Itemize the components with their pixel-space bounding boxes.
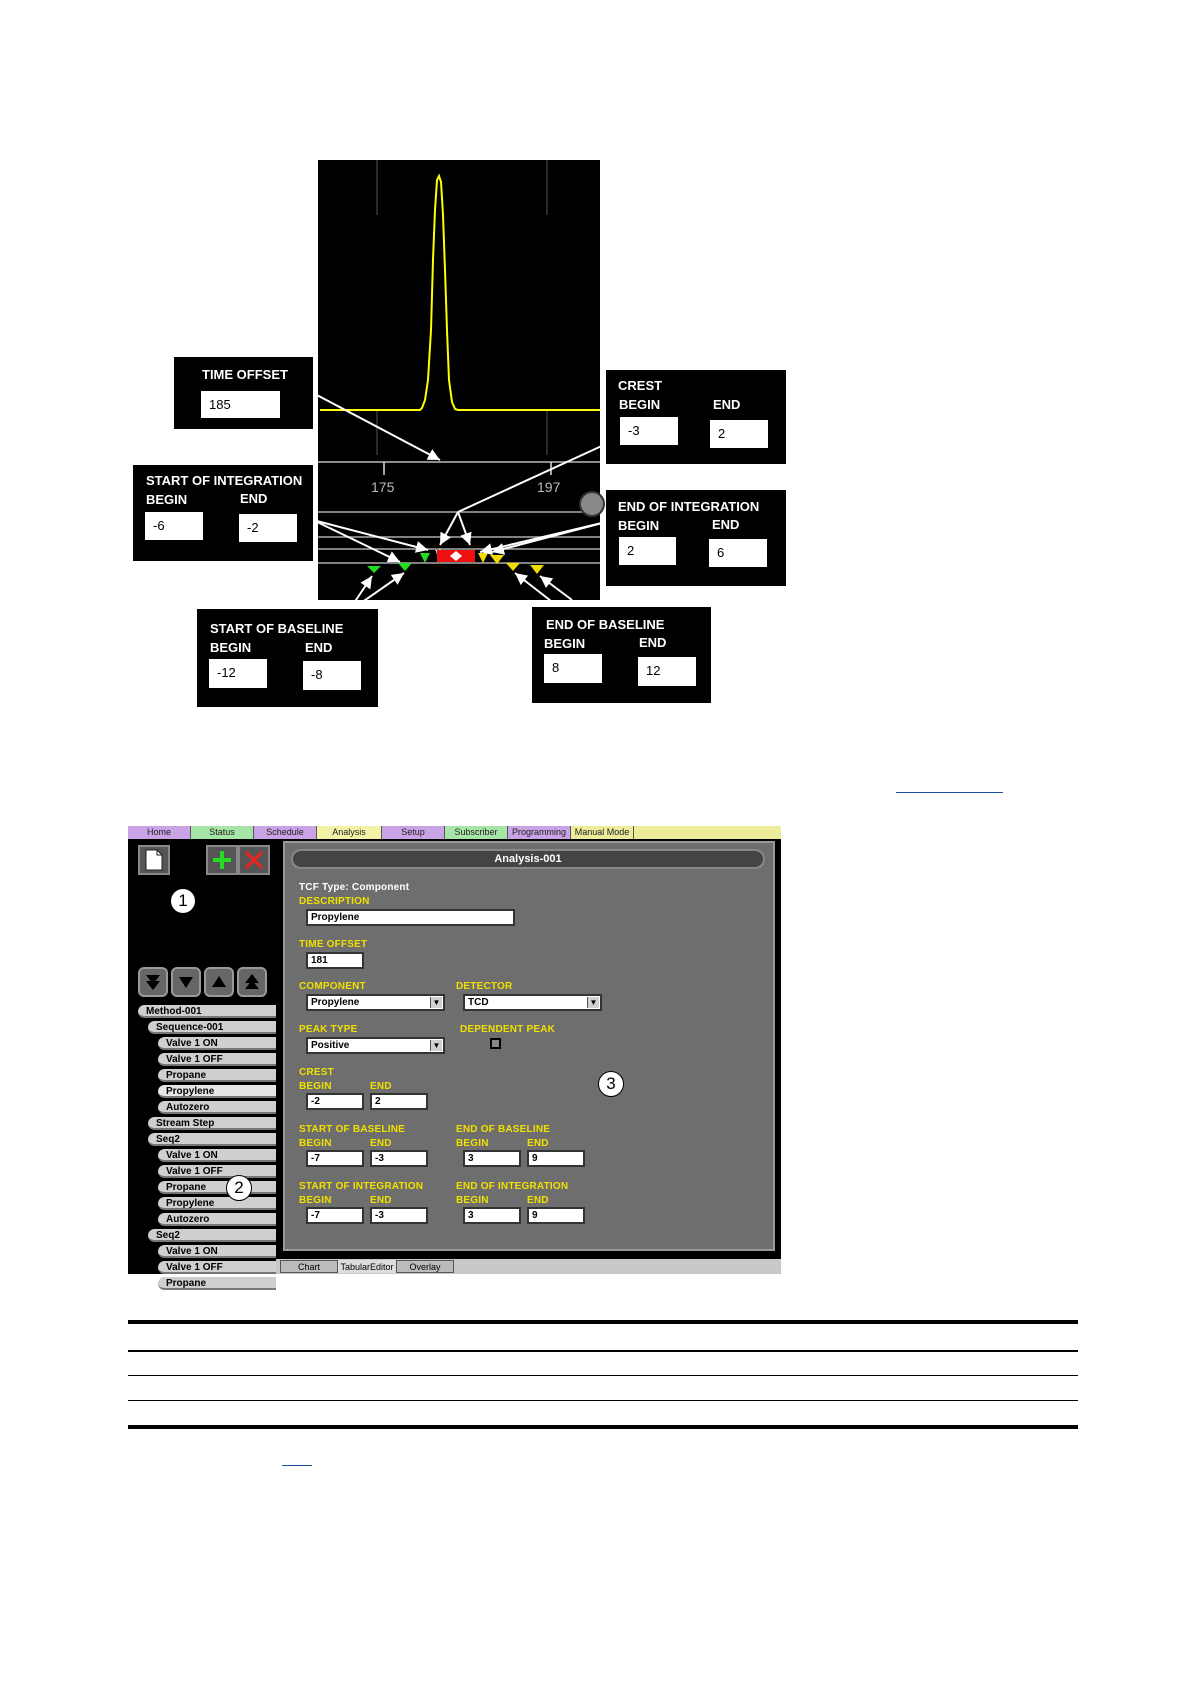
add-button[interactable] (206, 845, 238, 875)
tab-analysis[interactable]: Analysis (317, 826, 382, 839)
start-integration-label: START OF INTEGRATION (299, 1181, 424, 1192)
time-offset-value: 185 (201, 391, 280, 418)
crest-label: CREST (299, 1067, 334, 1078)
peak-type-dropdown[interactable] (306, 1037, 445, 1054)
end-integration-begin-label: BEGIN (456, 1195, 489, 1206)
tree-item-step[interactable]: Valve 1 ON (158, 1245, 276, 1258)
tree-item-step[interactable]: Propane (158, 1069, 276, 1082)
end-integration-begin-label: BEGIN (618, 518, 660, 533)
tab-schedule[interactable]: Schedule (254, 826, 317, 839)
end-integration-callout (606, 490, 786, 586)
scroll-back-icon[interactable] (580, 492, 604, 516)
tab-chart[interactable]: Chart (280, 1260, 338, 1273)
start-integration-begin-value: -6 (145, 512, 203, 540)
tab-setup[interactable]: Setup (382, 826, 445, 839)
peak-type-label: PEAK TYPE (299, 1024, 358, 1035)
end-baseline-begin-label: BEGIN (544, 636, 586, 651)
tcf-type-label: TCF Type: Component (299, 882, 410, 893)
tab-overlay[interactable]: Overlay (396, 1260, 454, 1273)
crest-end-label: END (713, 397, 741, 412)
double-chevron-up-icon (243, 973, 261, 991)
end-baseline-end-label: END (527, 1138, 549, 1149)
end-integration-begin-field[interactable]: 3 (463, 1207, 521, 1224)
axis-tick-label: 175 (371, 479, 395, 495)
tree-item-step[interactable]: Propane (158, 1277, 276, 1290)
crest-begin-label: BEGIN (299, 1081, 332, 1092)
end-baseline-begin-field[interactable]: 3 (463, 1150, 521, 1167)
tree-item-method[interactable]: Method-001 (138, 1005, 276, 1018)
move-to-top-button[interactable] (237, 967, 267, 997)
start-integration-end-field[interactable]: -3 (370, 1207, 428, 1224)
end-baseline-begin-label: BEGIN (456, 1138, 489, 1149)
component-dropdown[interactable] (306, 994, 445, 1011)
end-integration-begin-value: 2 (619, 537, 676, 565)
detector-dropdown[interactable] (463, 994, 602, 1011)
cross-reference-link[interactable] (896, 792, 1003, 793)
callout-badge-2: 2 (226, 1175, 252, 1201)
start-integration-begin-field[interactable]: -7 (306, 1207, 364, 1224)
dropdown-arrow-icon: ▼ (430, 997, 442, 1008)
table-header-rule (128, 1350, 1078, 1352)
peak-integration-diagram (0, 0, 1191, 710)
time-offset-callout (174, 357, 313, 429)
tab-programming[interactable]: Programming (508, 826, 571, 839)
start-integration-end-label: END (240, 491, 268, 506)
description-field[interactable]: Propylene (306, 909, 515, 926)
crest-end-label: END (370, 1081, 392, 1092)
tab-status[interactable]: Status (191, 826, 254, 839)
description-label: DESCRIPTION (299, 896, 370, 907)
start-integration-end-label: END (370, 1195, 392, 1206)
axis-tick-label: 197 (537, 479, 561, 495)
peak-type-value: Positive (311, 1040, 350, 1051)
end-integration-end-label: END (527, 1195, 549, 1206)
detector-label: DETECTOR (456, 981, 513, 992)
tree-item-step[interactable]: Valve 1 OFF (158, 1053, 276, 1066)
start-integration-callout (133, 465, 313, 561)
component-value: Propylene (311, 997, 360, 1008)
start-baseline-end-field[interactable]: -3 (370, 1150, 428, 1167)
callout-badge-3: 3 (598, 1071, 624, 1097)
start-baseline-begin-label: BEGIN (299, 1138, 332, 1149)
main-tab-bar (128, 826, 781, 839)
tree-item-step[interactable]: Autozero (158, 1101, 276, 1114)
dependent-peak-checkbox[interactable] (490, 1038, 501, 1049)
component-label: COMPONENT (299, 981, 366, 992)
crest-end-field[interactable]: 2 (370, 1093, 428, 1110)
tree-item-sequence[interactable]: Seq2 (148, 1229, 276, 1242)
crest-begin-label: BEGIN (619, 397, 661, 412)
end-baseline-end-field[interactable]: 9 (527, 1150, 585, 1167)
crest-begin-field[interactable]: -2 (306, 1093, 364, 1110)
end-baseline-title: END OF BASELINE (546, 617, 665, 632)
end-integration-title: END OF INTEGRATION (618, 499, 760, 514)
time-offset-label: TIME OFFSET (299, 939, 368, 950)
start-integration-begin-label: BEGIN (146, 492, 188, 507)
end-integration-end-field[interactable]: 9 (527, 1207, 585, 1224)
start-baseline-end-label: END (305, 640, 333, 655)
start-baseline-end-label: END (370, 1138, 392, 1149)
tab-tabular-editor[interactable]: TabularEditor (338, 1260, 396, 1273)
chevron-down-icon (177, 973, 195, 991)
move-down-button[interactable] (171, 967, 201, 997)
crest-end-value: 2 (710, 420, 768, 448)
time-offset-field[interactable]: 181 (306, 952, 364, 969)
callout-badge-1: 1 (170, 888, 196, 914)
start-integration-begin-label: BEGIN (299, 1195, 332, 1206)
end-baseline-begin-value: 8 (544, 654, 602, 683)
move-to-bottom-button[interactable] (138, 967, 168, 997)
move-up-button[interactable] (204, 967, 234, 997)
end-baseline-label: END OF BASELINE (456, 1124, 551, 1135)
tab-subscriber[interactable]: Subscriber (445, 826, 508, 839)
close-icon (243, 849, 265, 871)
time-offset-title: TIME OFFSET (202, 367, 288, 382)
end-integration-end-value: 6 (709, 539, 767, 567)
end-baseline-end-value: 12 (638, 657, 696, 686)
chevron-up-icon (210, 973, 228, 991)
start-baseline-label: START OF BASELINE (299, 1124, 405, 1135)
end-integration-label: END OF INTEGRATION (456, 1181, 569, 1192)
delete-button[interactable] (238, 845, 270, 875)
end-baseline-end-label: END (639, 635, 667, 650)
crest-callout (606, 370, 786, 464)
table-row-rule (128, 1375, 1078, 1376)
start-baseline-callout (197, 609, 378, 707)
analysis-editor-window (128, 826, 781, 1289)
table-top-rule (128, 1320, 1078, 1324)
double-chevron-down-icon (144, 973, 162, 991)
method-tree-pane (128, 839, 276, 1289)
detector-value: TCD (468, 997, 489, 1008)
tab-manual-mode[interactable]: Manual Mode (571, 826, 634, 839)
table-row-rule (128, 1400, 1078, 1401)
tree-item-step[interactable]: Valve 1 ON (158, 1149, 276, 1162)
start-integration-end-value: -2 (239, 514, 297, 542)
dependent-peak-label: DEPENDENT PEAK (460, 1024, 556, 1035)
dropdown-arrow-icon: ▼ (587, 997, 599, 1008)
tree-item-step[interactable]: Propylene (158, 1197, 276, 1210)
start-baseline-begin-field[interactable]: -7 (306, 1150, 364, 1167)
crest-begin-value: -3 (620, 417, 678, 445)
end-baseline-callout (532, 607, 711, 703)
tree-item-sequence[interactable]: Sequence-001 (148, 1021, 276, 1034)
analysis-detail-panel (283, 841, 775, 1251)
tab-home[interactable]: Home (128, 826, 191, 839)
tree-item-step[interactable]: Valve 1 OFF (158, 1261, 276, 1274)
tree-item-step[interactable]: Autozero (158, 1213, 276, 1226)
chromatogram-view (0, 0, 1191, 710)
table-bottom-rule (128, 1425, 1078, 1429)
tree-item-step-selected[interactable]: Propylene (158, 1085, 276, 1098)
start-baseline-end-value: -8 (303, 661, 361, 690)
start-baseline-title: START OF BASELINE (210, 621, 344, 636)
end-integration-end-label: END (712, 517, 740, 532)
footnote-link[interactable] (282, 1465, 312, 1466)
start-baseline-begin-value: -12 (209, 659, 267, 688)
panel-title: Analysis-001 (291, 849, 765, 869)
tree-item-sequence[interactable]: Seq2 (148, 1133, 276, 1146)
start-integration-title: START OF INTEGRATION (146, 473, 303, 488)
tree-item-step[interactable]: Valve 1 OFF (158, 1165, 276, 1178)
new-document-button[interactable] (138, 845, 170, 875)
start-baseline-begin-label: BEGIN (210, 640, 252, 655)
tree-item-sequence[interactable]: Stream Step (148, 1117, 276, 1130)
new-document-icon (145, 849, 163, 871)
view-tab-bar (276, 1259, 781, 1274)
dropdown-arrow-icon: ▼ (430, 1040, 442, 1051)
tree-item-step[interactable]: Propane (158, 1181, 276, 1194)
plus-icon (211, 849, 233, 871)
tree-item-step[interactable]: Valve 1 ON (158, 1037, 276, 1050)
crest-title: CREST (618, 378, 663, 393)
